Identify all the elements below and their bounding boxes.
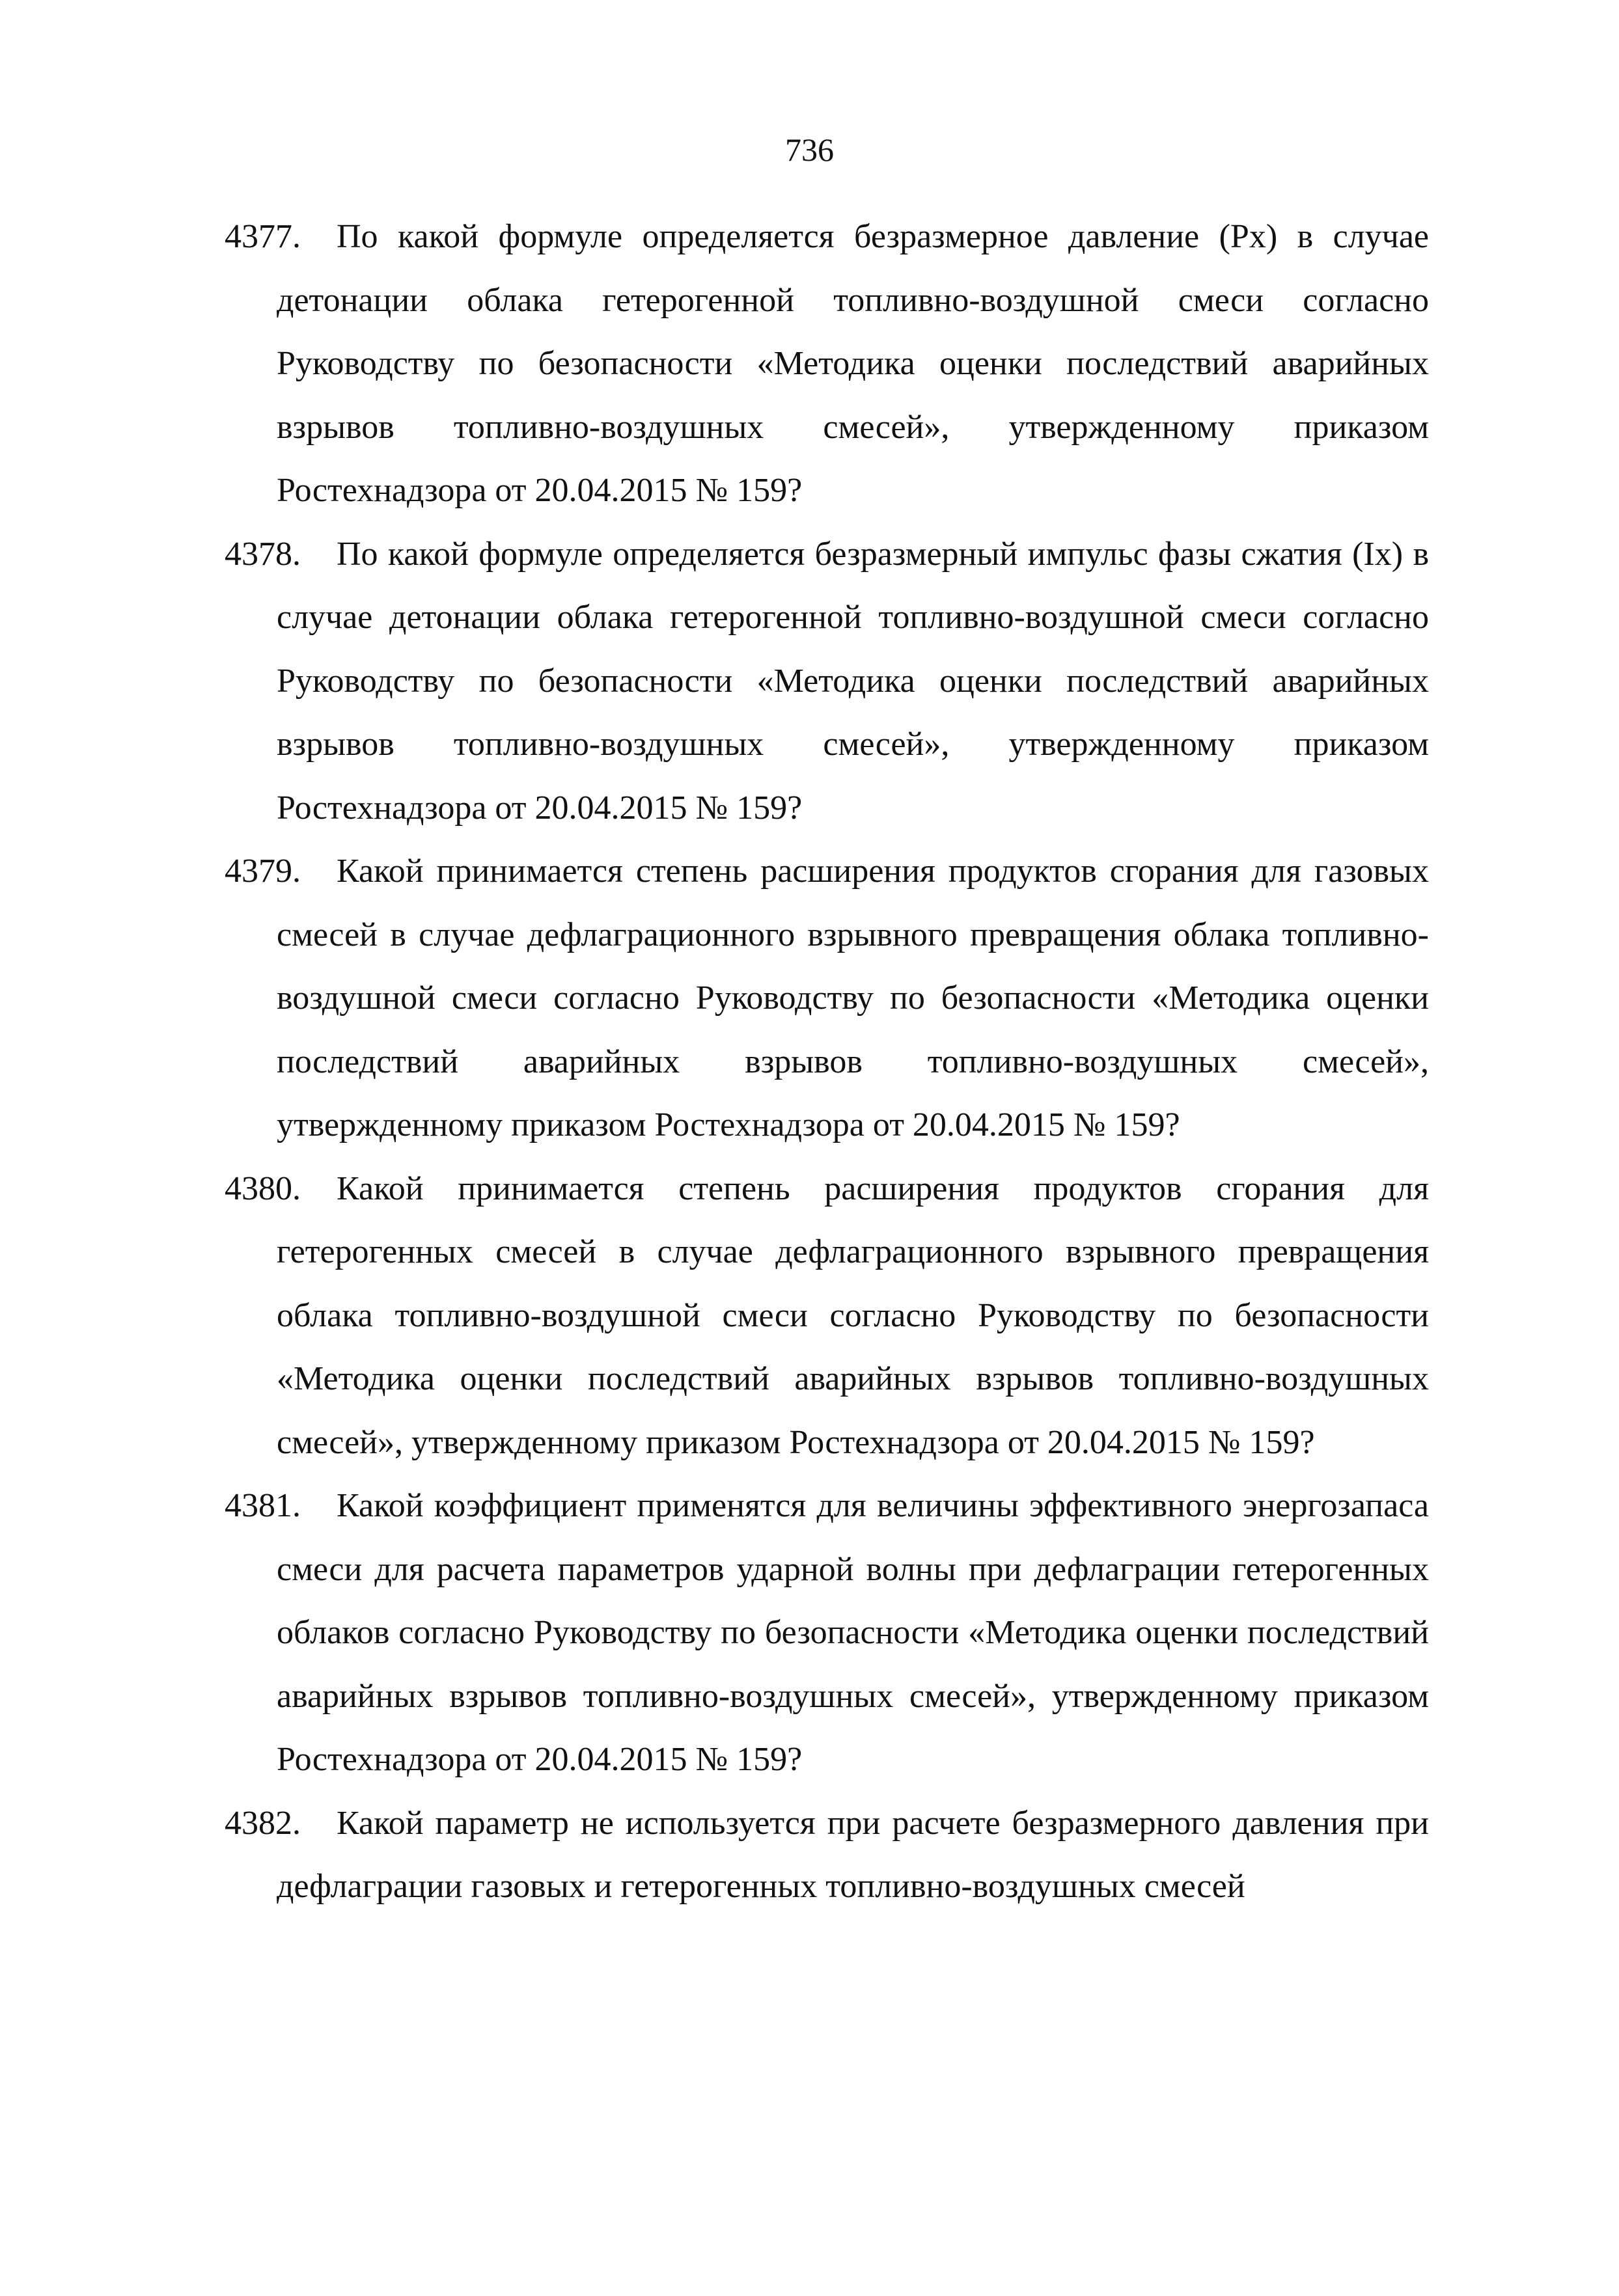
question-text: По какой формуле определяется безразмерный импульс фазы сжатия (Ix) в случае детонации облака гетерогенной топливно-воздушной смеси согласно Руководству по безопасности «Методика оценки последствий аварийных взрывов топливно-воздушных смесей», утвержденному приказом Ростехнадзора от 20.04.2015 № 159?: [277, 535, 1429, 827]
question-text: Какой параметр не используется при расчете безразмерного давления при дефлаграции газовых и гетерогенных топливно-воздушных смесей: [277, 1804, 1429, 1905]
question-4379: [225, 840, 1429, 1157]
question-4378: [225, 523, 1429, 840]
question-number: 4380.: [225, 1169, 301, 1207]
question-number: 4379.: [225, 853, 301, 890]
question-text: По какой формуле определяется безразмерное давление (Px) в случае детонации облака гетерогенной топливно-воздушной смеси согласно Руководству по безопасности «Методика оценки последствий аварийных взрывов топливно-воздушных смесей», утвержденному приказом Ростехнадзора от 20.04.2015 № 159?: [277, 218, 1429, 509]
page-number: 736: [785, 131, 834, 168]
question-text: Какой принимается степень расширения продуктов сгорания для гетерогенных смесей в случае дефлаграционного взрывного превращения облака топливно-воздушной смеси согласно Руководству по безопасности «Методика оценки последствий аварийных взрывов топливно-воздушных смесей», утвержденному приказом Ростехнадзора от 20.04.2015 № 159?: [277, 1169, 1429, 1461]
question-4380: [225, 1157, 1429, 1475]
question-4382: [225, 1792, 1429, 1919]
question-number: 4378.: [225, 535, 301, 573]
question-text: Какой коэффициент применятся для величины эффективного энергозапаса смеси для расчета параметров ударной волны при дефлаграции гетерогенных облаков согласно Руководству по безопасности «Методика оценки последствий аварийных взрывов топливно-воздушных смесей», утвержденному приказом Ростехнадзора от 20.04.2015 № 159?: [277, 1487, 1429, 1778]
question-number: 4377.: [225, 218, 301, 255]
question-number: 4381.: [225, 1487, 301, 1524]
question-list: [225, 205, 1429, 1919]
question-4381: [225, 1474, 1429, 1792]
question-text: Какой принимается степень расширения продуктов сгорания для газовых смесей в случае дефлаграционного взрывного превращения облака топливно-воздушной смеси согласно Руководству по безопасности «Методика оценки последствий аварийных взрывов топливно-воздушных смесей», утвержденному приказом Ростехнадзора от 20.04.2015 № 159?: [277, 853, 1429, 1143]
question-number: 4382.: [225, 1804, 301, 1842]
question-4377: [225, 205, 1429, 523]
